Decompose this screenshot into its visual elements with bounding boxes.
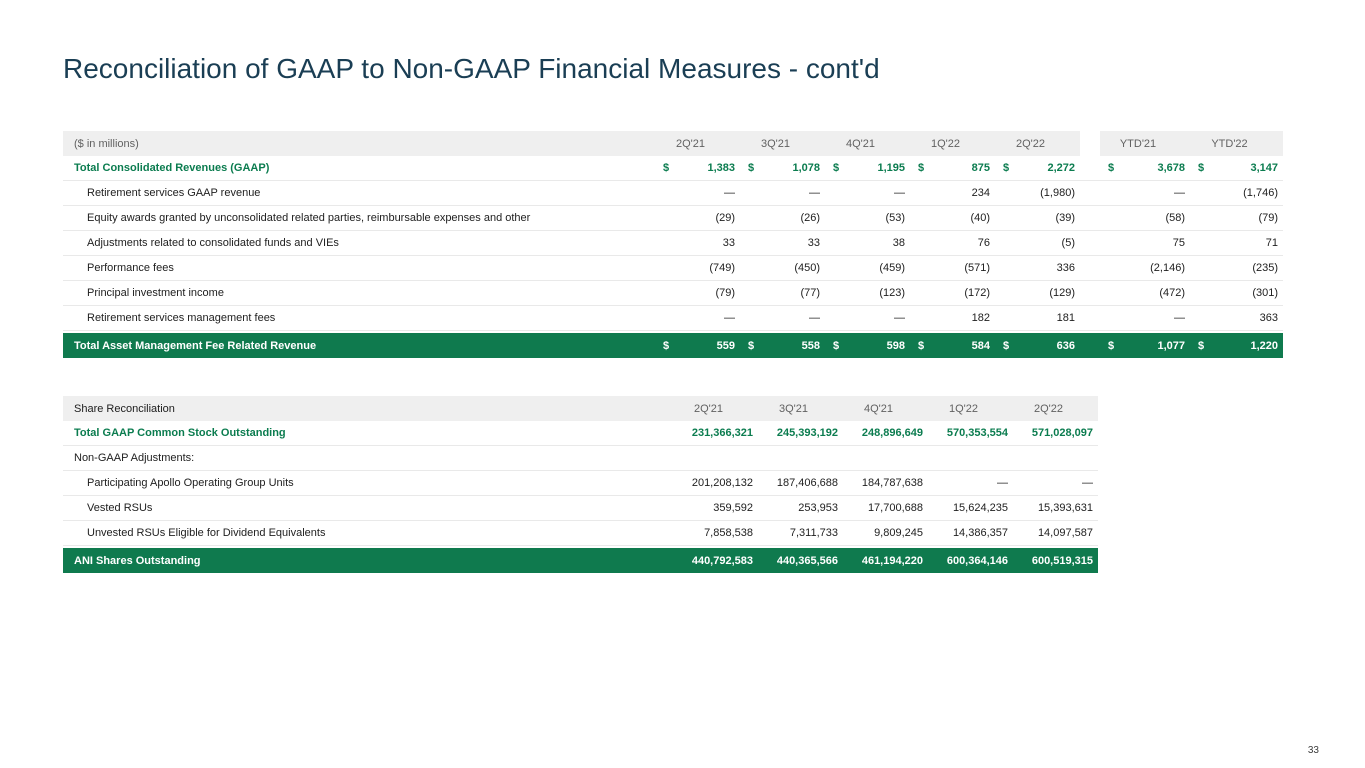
column-header: YTD'22	[1190, 131, 1283, 156]
cell-value: (472)	[1159, 287, 1185, 299]
cell-value: 1,078	[792, 162, 820, 174]
cell-value: (39)	[1055, 212, 1075, 224]
table-cell	[673, 471, 758, 495]
table-cell	[928, 446, 1013, 470]
cell-value: 1,195	[877, 162, 905, 174]
dollar-sign: $	[1198, 162, 1205, 174]
column-header: 2Q'21	[673, 396, 758, 421]
cell-value: 440,365,566	[776, 554, 838, 567]
cell-value: 253,953	[798, 502, 838, 514]
table-cell	[673, 548, 758, 573]
row-label: Participating Apollo Operating Group Units	[87, 477, 294, 489]
table-cell	[740, 281, 825, 305]
cell-value: 7,858,538	[704, 527, 753, 539]
table-cell	[825, 256, 910, 280]
page-number: 33	[1307, 745, 1319, 756]
table-cell	[655, 256, 740, 280]
cell-value: 2,272	[1047, 162, 1075, 174]
table-row	[63, 446, 1098, 471]
row-label: Principal investment income	[87, 287, 224, 299]
table-cell	[995, 281, 1080, 305]
column-header: 3Q'21	[740, 131, 825, 156]
gaap-revenue-reconciliation-table	[63, 131, 1283, 358]
cell-value: (129)	[1049, 287, 1075, 299]
page-title: Reconciliation of GAAP to Non-GAAP Financial Measures - cont'd	[63, 53, 880, 84]
row-label: Equity awards granted by unconsolidated related parties, reimbursable expenses and other	[87, 212, 531, 224]
row-label: Performance fees	[87, 262, 174, 274]
table-cell	[825, 206, 910, 230]
table-cell	[1013, 521, 1098, 545]
table-cell	[1190, 306, 1283, 330]
table-cell	[843, 521, 928, 545]
cell-value: 3,147	[1250, 162, 1278, 174]
cell-value: 14,386,357	[952, 527, 1008, 539]
table-cell	[1100, 181, 1190, 205]
dollar-sign: $	[1198, 339, 1205, 352]
table-cell	[1190, 181, 1283, 205]
cell-value: —	[894, 312, 905, 324]
cell-value: 245,393,192	[776, 427, 838, 439]
row-spacer	[1080, 333, 1100, 358]
table-cell	[1013, 548, 1098, 573]
cell-value: 571,028,097	[1031, 427, 1093, 439]
column-header: 2Q'22	[995, 131, 1080, 156]
cell-value: (26)	[800, 212, 820, 224]
table-cell	[758, 446, 843, 470]
table-cell	[843, 548, 928, 573]
cell-value: 359,592	[713, 502, 753, 514]
table-cell	[910, 333, 995, 358]
table-cell	[928, 471, 1013, 495]
table-cell	[995, 206, 1080, 230]
table-cell	[740, 333, 825, 358]
column-header: 1Q'22	[928, 396, 1013, 421]
dollar-sign: $	[918, 162, 925, 174]
cell-value: 7,311,733	[789, 527, 838, 539]
table-cell	[995, 181, 1080, 205]
cell-value: 248,896,649	[861, 427, 923, 439]
table-row	[63, 206, 1283, 231]
table-cell	[1013, 471, 1098, 495]
table-cell	[825, 156, 910, 180]
row-spacer	[1080, 281, 1100, 305]
table-cell	[910, 256, 995, 280]
row-spacer	[1080, 206, 1100, 230]
table-cell	[1013, 421, 1098, 445]
row-spacer	[1080, 306, 1100, 330]
dollar-sign: $	[748, 339, 755, 352]
table-cell	[1013, 496, 1098, 520]
table-cell	[740, 306, 825, 330]
table-row	[63, 181, 1283, 206]
table-cell	[758, 471, 843, 495]
cell-value: 600,519,315	[1031, 554, 1093, 567]
cell-value: 187,406,688	[776, 477, 838, 489]
table-cell	[910, 206, 995, 230]
dollar-sign: $	[663, 339, 670, 352]
table-cell	[673, 496, 758, 520]
dollar-sign: $	[1003, 162, 1010, 174]
cell-value: 38	[892, 237, 905, 249]
cell-value: 559	[716, 339, 735, 352]
table-cell	[655, 333, 740, 358]
cell-value: 875	[971, 162, 990, 174]
table-row	[63, 256, 1283, 281]
column-header: YTD'21	[1100, 131, 1190, 156]
table-cell	[1100, 281, 1190, 305]
total-row-label: ANI Shares Outstanding	[74, 554, 201, 567]
column-header: 2Q'22	[1013, 396, 1098, 421]
table-header-row	[63, 131, 1283, 156]
cell-value: —	[997, 477, 1008, 489]
cell-value: 598	[886, 339, 905, 352]
table-cell	[1013, 446, 1098, 470]
dollar-sign: $	[833, 339, 840, 352]
table-cell	[910, 231, 995, 255]
cell-value: —	[724, 312, 735, 324]
cell-value: —	[809, 187, 820, 199]
row-label: Total Consolidated Revenues (GAAP)	[74, 162, 270, 174]
dollar-sign: $	[1108, 339, 1115, 352]
table-row	[63, 421, 1098, 446]
cell-value: 182	[971, 312, 990, 324]
cell-value: 75	[1172, 237, 1185, 249]
table-cell	[1100, 306, 1190, 330]
row-spacer	[1080, 181, 1100, 205]
cell-value: (172)	[964, 287, 990, 299]
table-cell	[910, 281, 995, 305]
table-row	[63, 471, 1098, 496]
table-cell	[740, 181, 825, 205]
table-cell	[758, 548, 843, 573]
cell-value: 76	[977, 237, 990, 249]
cell-value: (29)	[715, 212, 735, 224]
cell-value: 461,194,220	[861, 554, 923, 567]
table-cell	[1100, 333, 1190, 358]
cell-value: —	[1082, 477, 1093, 489]
cell-value: 336	[1056, 262, 1075, 274]
table-cell	[1100, 206, 1190, 230]
table-cell	[740, 231, 825, 255]
table-cell	[928, 496, 1013, 520]
cell-value: (123)	[879, 287, 905, 299]
row-spacer	[1080, 256, 1100, 280]
dollar-sign: $	[1003, 339, 1010, 352]
share-reconciliation-label: Share Reconciliation	[63, 396, 673, 421]
table-cell	[1190, 206, 1283, 230]
table-cell	[740, 256, 825, 280]
table-cell	[655, 231, 740, 255]
cell-value: 570,353,554	[946, 427, 1008, 439]
table-cell	[825, 281, 910, 305]
dollar-sign: $	[663, 162, 670, 174]
table-row	[63, 521, 1098, 546]
cell-value: (235)	[1252, 262, 1278, 274]
row-label: Adjustments related to consolidated funds and VIEs	[87, 237, 339, 249]
table-cell	[843, 446, 928, 470]
dollar-sign: $	[833, 162, 840, 174]
column-header: 1Q'22	[910, 131, 995, 156]
cell-value: (1,746)	[1243, 187, 1278, 199]
table-row	[63, 306, 1283, 331]
table-cell	[843, 471, 928, 495]
cell-value: (1,980)	[1040, 187, 1075, 199]
table-cell	[1190, 281, 1283, 305]
header-spacer	[1080, 131, 1100, 156]
table-cell	[673, 521, 758, 545]
cell-value: 14,097,587	[1037, 527, 1093, 539]
table-cell	[910, 156, 995, 180]
table-cell	[995, 156, 1080, 180]
table-cell	[843, 496, 928, 520]
total-row	[63, 548, 1098, 573]
cell-value: (40)	[970, 212, 990, 224]
table-row	[63, 496, 1098, 521]
cell-value: (450)	[794, 262, 820, 274]
table-cell	[995, 231, 1080, 255]
table-cell	[673, 421, 758, 445]
table-cell	[825, 181, 910, 205]
row-label: Non-GAAP Adjustments:	[74, 452, 195, 464]
units-label: ($ in millions)	[63, 131, 655, 156]
table-cell	[995, 306, 1080, 330]
table-cell	[655, 281, 740, 305]
column-header: 2Q'21	[655, 131, 740, 156]
table-cell	[928, 548, 1013, 573]
cell-value: (459)	[879, 262, 905, 274]
cell-value: (749)	[709, 262, 735, 274]
table-cell	[655, 206, 740, 230]
table-row	[63, 281, 1283, 306]
cell-value: —	[724, 187, 735, 199]
table-cell	[1190, 156, 1283, 180]
table-cell	[1100, 156, 1190, 180]
cell-value: 15,624,235	[952, 502, 1008, 514]
table-cell	[740, 206, 825, 230]
cell-value: 33	[807, 237, 820, 249]
table-cell	[928, 521, 1013, 545]
table-cell	[995, 256, 1080, 280]
table-cell	[825, 231, 910, 255]
cell-value: 9,809,245	[874, 527, 923, 539]
cell-value: —	[809, 312, 820, 324]
total-row	[63, 333, 1283, 358]
row-spacer	[1080, 231, 1100, 255]
row-label: Unvested RSUs Eligible for Dividend Equivalents	[87, 527, 326, 539]
cell-value: 71	[1265, 237, 1278, 249]
row-label: Total GAAP Common Stock Outstanding	[74, 427, 286, 439]
cell-value: —	[894, 187, 905, 199]
cell-value: 184,787,638	[861, 477, 923, 489]
row-spacer	[1080, 156, 1100, 180]
cell-value: 363	[1259, 312, 1278, 324]
table-cell	[655, 156, 740, 180]
table-cell	[758, 421, 843, 445]
table-cell	[825, 306, 910, 330]
dollar-sign: $	[918, 339, 925, 352]
table-cell	[928, 421, 1013, 445]
cell-value: 1,220	[1250, 339, 1278, 352]
cell-value: 600,364,146	[946, 554, 1008, 567]
table-cell	[740, 156, 825, 180]
cell-value: (53)	[885, 212, 905, 224]
cell-value: (2,146)	[1150, 262, 1185, 274]
cell-value: 1,077	[1157, 339, 1185, 352]
cell-value: 636	[1056, 339, 1075, 352]
cell-value: 15,393,631	[1037, 502, 1093, 514]
table-row	[63, 156, 1283, 181]
dollar-sign: $	[748, 162, 755, 174]
total-row-label: Total Asset Management Fee Related Revenue	[74, 339, 317, 352]
column-header: 4Q'21	[843, 396, 928, 421]
table-cell	[1190, 333, 1283, 358]
cell-value: 1,383	[707, 162, 735, 174]
table-row	[63, 231, 1283, 256]
cell-value: 558	[801, 339, 820, 352]
cell-value: 440,792,583	[691, 554, 753, 567]
cell-value: 17,700,688	[867, 502, 923, 514]
cell-value: (58)	[1165, 212, 1185, 224]
table-header-row	[63, 396, 1098, 421]
table-cell	[1100, 256, 1190, 280]
cell-value: (79)	[1258, 212, 1278, 224]
cell-value: —	[1174, 312, 1185, 324]
cell-value: —	[1174, 187, 1185, 199]
table-cell	[1190, 256, 1283, 280]
row-label: Retirement services management fees	[87, 312, 276, 324]
cell-value: 584	[971, 339, 990, 352]
row-label: Retirement services GAAP revenue	[87, 187, 261, 199]
dollar-sign: $	[1108, 162, 1115, 174]
table-cell	[843, 421, 928, 445]
table-cell	[758, 521, 843, 545]
table-cell	[910, 306, 995, 330]
table-cell	[910, 181, 995, 205]
table-cell	[1100, 231, 1190, 255]
share-reconciliation-table	[63, 396, 1098, 573]
table-cell	[758, 496, 843, 520]
cell-value: 181	[1056, 312, 1075, 324]
cell-value: (77)	[800, 287, 820, 299]
table-cell	[655, 181, 740, 205]
column-header: 3Q'21	[758, 396, 843, 421]
table-cell	[673, 446, 758, 470]
column-header: 4Q'21	[825, 131, 910, 156]
cell-value: 33	[722, 237, 735, 249]
table-cell	[655, 306, 740, 330]
row-label: Vested RSUs	[87, 502, 153, 514]
table-cell	[1190, 231, 1283, 255]
cell-value: 231,366,321	[691, 427, 753, 439]
cell-value: (571)	[964, 262, 990, 274]
cell-value: (5)	[1061, 237, 1075, 249]
cell-value: (79)	[715, 287, 735, 299]
cell-value: 234	[971, 187, 990, 199]
cell-value: 201,208,132	[691, 477, 753, 489]
table-cell	[825, 333, 910, 358]
cell-value: (301)	[1252, 287, 1278, 299]
table-cell	[995, 333, 1080, 358]
cell-value: 3,678	[1157, 162, 1185, 174]
